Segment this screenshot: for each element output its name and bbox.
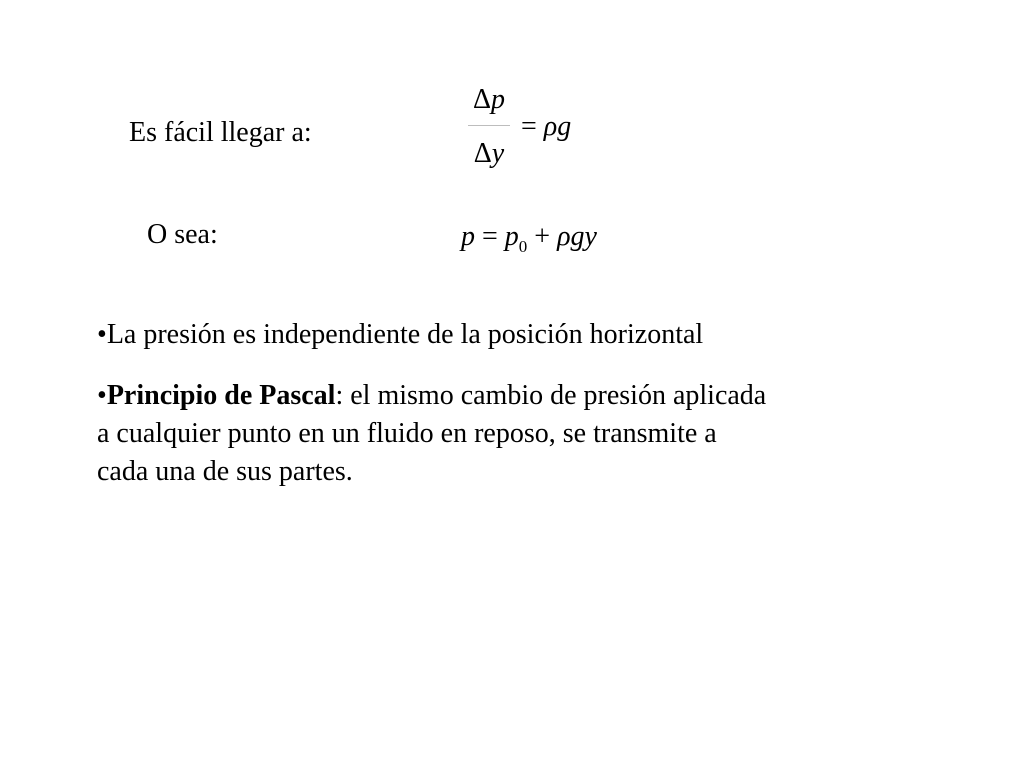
- bullet-text: La presión es independiente de la posición horizontal: [106, 319, 704, 350]
- var-rho: ρ: [543, 111, 558, 142]
- var-y: y: [491, 138, 505, 169]
- pascal-title: Principio de Pascal: [106, 380, 336, 411]
- bullet-text: : el mismo cambio de presión aplicada: [335, 380, 767, 411]
- equation-rhs: [521, 111, 571, 143]
- var-gy: gy: [570, 221, 597, 252]
- bullet-line-1: [97, 377, 937, 415]
- fraction-denominator: [466, 138, 512, 170]
- bullet-line-3: cada una de sus partes.: [97, 456, 353, 487]
- equals-sign: =: [482, 221, 498, 252]
- equals-sign: =: [521, 111, 537, 142]
- var-p: p: [461, 221, 475, 252]
- subscript-zero: 0: [518, 237, 528, 256]
- fraction-numerator: [466, 84, 512, 116]
- bullet-marker: •: [97, 319, 107, 350]
- bullet-pascal-principle: [97, 377, 937, 491]
- var-p: p: [491, 84, 505, 115]
- bullet-marker: •: [97, 380, 107, 411]
- label-o-sea: O sea:: [147, 219, 218, 250]
- equation-pressure: [461, 221, 597, 256]
- bullet-horizontal-position: [97, 316, 703, 354]
- label-es-facil: Es fácil llegar a:: [129, 117, 312, 148]
- delta-symbol: Δ: [473, 138, 492, 169]
- var-p0: p: [504, 221, 519, 252]
- plus-sign: +: [534, 221, 551, 252]
- var-g: g: [557, 111, 572, 142]
- var-rho: ρ: [557, 221, 571, 252]
- bullet-line-2: a cualquier punto en un fluido en reposo, se transmite a: [97, 418, 717, 449]
- delta-symbol: Δ: [472, 84, 491, 115]
- fraction-bar: [468, 125, 510, 126]
